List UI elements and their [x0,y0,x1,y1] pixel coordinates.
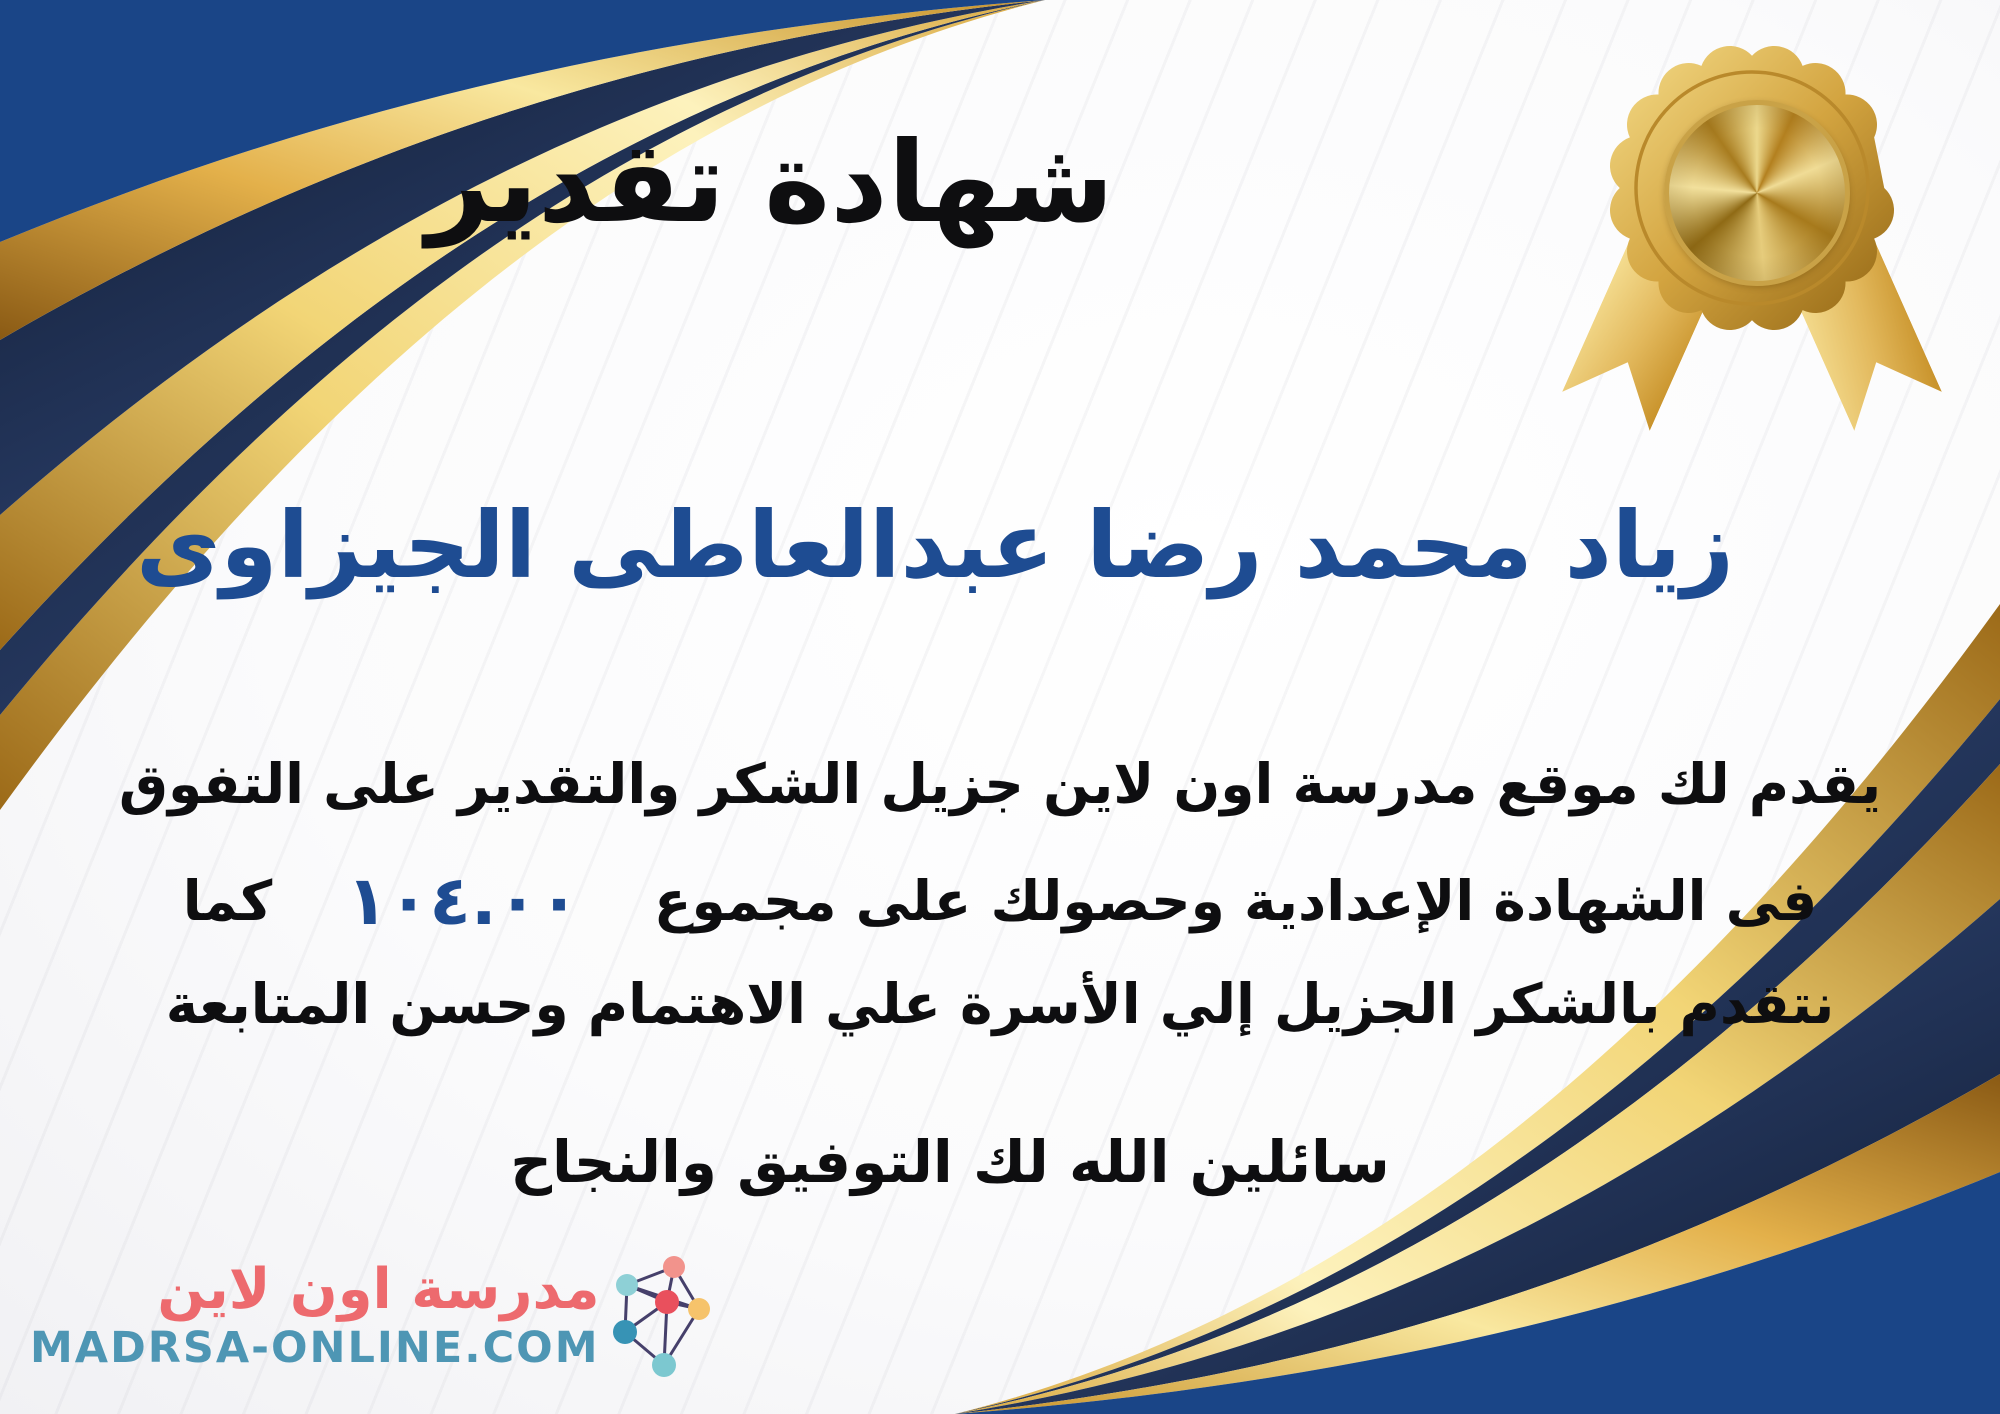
certificate-title: شهادة تقدير [426,118,1114,248]
closing-line: سائلين الله لك التوفيق والنجاح [510,1128,1390,1196]
body-line-2-after-score: كما [182,869,273,933]
medal-disc [1664,100,1850,286]
site-logo [30,1252,712,1380]
logo-text-block [30,1257,600,1373]
logo-url: MADRSA-ONLINE.COM [30,1322,600,1373]
recipient-name: زياد محمد رضا عبدالعاطى الجيزاوى [136,492,1734,599]
logo-name-arabic: مدرسة اون لاين [157,1257,600,1323]
logo-network-icon [612,1252,712,1380]
body-line-1: يقدم لك موقع مدرسة اون لاين جزيل الشكر والتقدير على التفوق [118,752,1882,816]
body-line-2 [0,862,2000,941]
gold-medal [1602,38,1902,438]
body-line-3: نتقدم بالشكر الجزيل إلي الأسرة علي الاهتمام وحسن المتابعة [165,972,1835,1036]
body-line-2-before-score: فى الشهادة الإعدادية وحصولك على مجموع [653,869,1818,933]
score-value: ١٠٤.٠٠ [346,862,580,941]
